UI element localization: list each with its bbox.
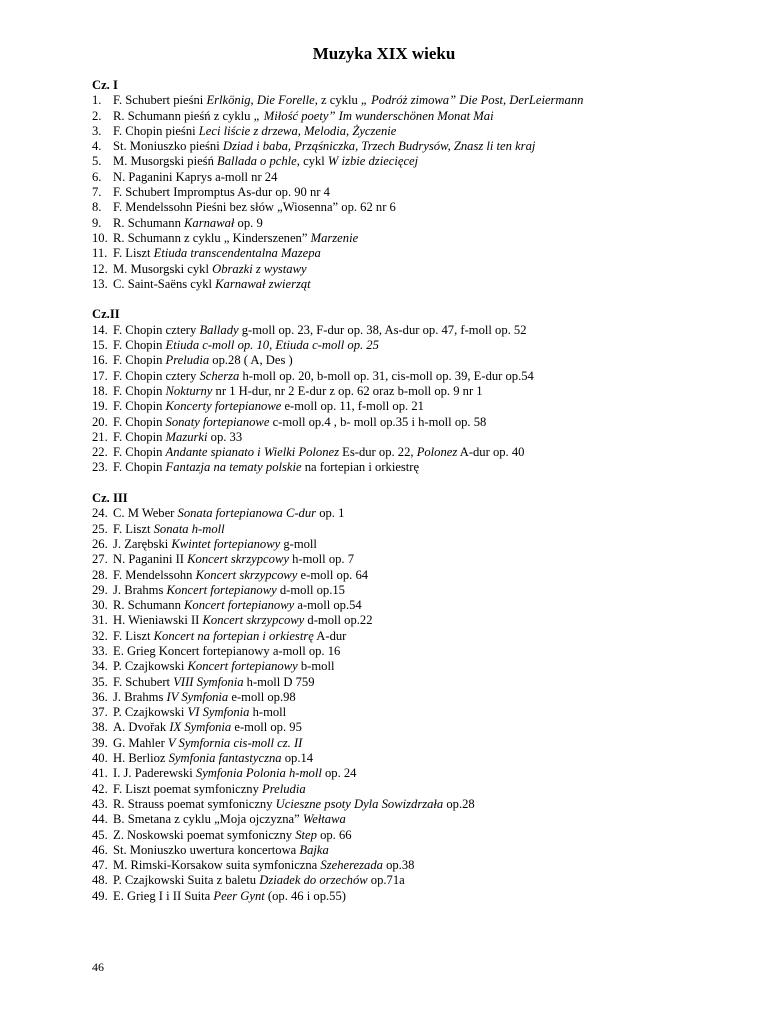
- item-number: 21.: [92, 429, 108, 444]
- list-item: [92, 369, 752, 384]
- work-title: Kwintet fortepianowy: [171, 536, 281, 551]
- item-text: P. Czajkowski Suita z baletu: [113, 873, 260, 888]
- item-text: F. Chopin: [113, 460, 166, 475]
- item-text: F. Chopin cztery: [113, 322, 200, 337]
- item-text: F. Chopin: [113, 338, 166, 353]
- work-title: Koncert skrzypcowy: [202, 613, 305, 628]
- item-text: F. Chopin: [113, 399, 166, 414]
- item-number: 41.: [92, 766, 108, 781]
- item-text: Z. Noskowski poemat symfoniczny: [113, 827, 296, 842]
- item-number: 16.: [92, 353, 108, 368]
- item-text: g-moll op. 23, F-dur op. 38, As-dur op. 47, f-moll op. 52: [238, 322, 527, 337]
- item-number: 33.: [92, 643, 108, 658]
- item-number: 20.: [92, 414, 108, 429]
- section-header: Cz. III: [92, 491, 128, 506]
- item-text: St. Moniuszko uwertura koncertowa: [113, 842, 300, 857]
- work-title: Bajka: [299, 842, 329, 857]
- item-number: 7.: [92, 185, 102, 200]
- list-item: [92, 522, 752, 537]
- item-text: A. Dvořak: [113, 720, 170, 735]
- work-title: Sonaty fortepianowe: [165, 414, 270, 429]
- work-title: Preludia: [165, 353, 210, 368]
- item-text: na fortepian i orkiestrę: [301, 460, 420, 475]
- item-number: 11.: [92, 246, 108, 261]
- item-text: F. Mendelssohn Pieśni bez słów „Wiosenna” op. 62 nr 6: [113, 200, 396, 215]
- item-text: St. Moniuszko pieśni: [113, 139, 223, 154]
- section-gap: [92, 476, 752, 491]
- item-number: 48.: [92, 873, 108, 888]
- item-number: 42.: [92, 781, 108, 796]
- work-title: „ Miłość poety” Im wunderschönen Monat Mai: [253, 108, 494, 123]
- work-title: Symfonia fantastyczna: [168, 751, 282, 766]
- item-number: 2.: [92, 108, 102, 123]
- work-title: Dziad i baba, Prząśniczka, Trzech Budrysów, Znasz li ten kraj: [222, 139, 536, 154]
- item-number: 1.: [92, 93, 102, 108]
- item-number: 39.: [92, 735, 108, 750]
- list-item: [92, 720, 752, 735]
- item-number: 37.: [92, 705, 108, 720]
- item-text: J. Brahms: [113, 582, 167, 597]
- item-text: F. Liszt poemat symfoniczny: [113, 781, 263, 796]
- item-number: 15.: [92, 338, 108, 353]
- item-number: 9.: [92, 215, 102, 230]
- item-text: F. Schubert pieśni: [113, 93, 207, 108]
- item-text: e-moll op. 95: [231, 720, 302, 735]
- work-title: Step: [295, 827, 317, 842]
- item-text: e-moll op.98: [228, 689, 296, 704]
- item-text: E. Grieg I i II Suita: [113, 888, 214, 903]
- item-text: c-moll op.4 , b- moll op.35 i h-moll op. 58: [269, 414, 487, 429]
- item-text: e-moll op. 11, f-moll op. 21: [281, 399, 424, 414]
- work-title: Mazurki: [165, 429, 208, 444]
- item-text: H. Wieniawski II: [113, 613, 203, 628]
- section-header: Cz.II: [92, 307, 120, 322]
- item-text: B. Smetana z cyklu „Moja ojczyzna”: [113, 812, 303, 827]
- list-item: [92, 675, 752, 690]
- list-item: [92, 766, 752, 781]
- item-number: 17.: [92, 368, 108, 383]
- item-text: d-moll op.22: [304, 613, 373, 628]
- list-item: [92, 828, 752, 843]
- item-number: 38.: [92, 720, 108, 735]
- list-item: [92, 460, 752, 475]
- work-title: V Symfornia cis-moll cz. II: [167, 735, 303, 750]
- item-text: g-moll: [280, 536, 317, 551]
- list-item: [92, 109, 752, 124]
- list-item: [92, 568, 752, 583]
- work-title: VIII Symfonia: [173, 674, 244, 689]
- item-text: F. Chopin: [113, 445, 166, 460]
- list-item: [92, 231, 752, 246]
- item-text: op. 9: [234, 215, 263, 230]
- item-text: F. Chopin: [113, 383, 166, 398]
- item-text: G. Mahler: [113, 735, 168, 750]
- list-item: [92, 185, 752, 200]
- list-item: [92, 858, 752, 873]
- work-title: Andante spianato i Wielki Polonez: [165, 445, 340, 460]
- list-item: [92, 506, 752, 521]
- item-number: 26.: [92, 536, 108, 551]
- item-number: 23.: [92, 460, 108, 475]
- work-title: Ballady: [199, 322, 239, 337]
- item-number: 34.: [92, 659, 108, 674]
- item-number: 12.: [92, 261, 108, 276]
- list-item: [92, 782, 752, 797]
- item-text: op. 24: [321, 766, 357, 781]
- list-item: [92, 323, 752, 338]
- work-title: Etiuda transcendentalna Mazepa: [153, 246, 321, 261]
- work-title: Koncert skrzypcowy: [195, 567, 298, 582]
- item-number: 30.: [92, 598, 108, 613]
- item-text: F. Chopin cztery: [113, 368, 200, 383]
- item-text: R. Strauss poemat symfoniczny: [113, 796, 276, 811]
- item-number: 35.: [92, 674, 108, 689]
- item-text: cykl: [299, 154, 328, 169]
- item-number: 28.: [92, 567, 108, 582]
- list-item: [92, 583, 752, 598]
- item-number: 25.: [92, 521, 108, 536]
- list-item: [92, 552, 752, 567]
- item-text: op. 66: [316, 827, 352, 842]
- work-title: Leci liście z drzewa, Melodia, Życzenie: [198, 123, 397, 138]
- list-item: [92, 200, 752, 215]
- item-text: R. Schumann: [113, 215, 185, 230]
- item-text: N. Paganini Kaprys a-moll nr 24: [113, 169, 278, 184]
- item-text: A-dur op. 40: [457, 445, 525, 460]
- list-item: [92, 843, 752, 858]
- list-item: [92, 399, 752, 414]
- list-item: [92, 262, 752, 277]
- work-title: Ballada o pchle,: [217, 154, 300, 169]
- item-number: 8.: [92, 200, 102, 215]
- item-text: J. Zarębski: [113, 536, 172, 551]
- section-header: Cz. I: [92, 78, 118, 92]
- work-title: W izbie dziecięcej: [327, 154, 419, 169]
- item-text: h-moll op. 20, b-moll op. 31, cis-moll op. 39, E-dur op.54: [239, 368, 534, 383]
- work-title: Koncert fortepianowy: [184, 598, 295, 613]
- work-title: Ucieszne psoty Dyla Sowizdrzała: [275, 796, 444, 811]
- work-title: Koncert fortepianowy: [166, 582, 277, 597]
- list-item: [92, 216, 752, 231]
- list-item: [92, 797, 752, 812]
- work-title: IV Symfonia: [166, 689, 229, 704]
- item-text: N. Paganini II: [113, 552, 188, 567]
- item-number: 18.: [92, 383, 108, 398]
- item-text: E. Grieg Koncert fortepianowy a-moll op. 16: [113, 643, 341, 658]
- item-number: 19.: [92, 399, 108, 414]
- item-text: C. Saint-Saëns cykl: [113, 276, 216, 291]
- item-text: M. Rimski-Korsakow suita symfoniczna: [113, 858, 321, 873]
- item-text: a-moll op.54: [294, 598, 362, 613]
- list-item: [92, 154, 752, 169]
- item-number: 43.: [92, 796, 108, 811]
- work-title: Marzenie: [310, 230, 359, 245]
- item-text: F. Liszt: [113, 521, 154, 536]
- work-title: Erlkönig, Die Forelle,: [206, 93, 318, 108]
- item-text: F. Liszt: [113, 628, 154, 643]
- list-item: [92, 170, 752, 185]
- item-text: op.71a: [367, 873, 405, 888]
- item-text: h-moll: [249, 705, 287, 720]
- work-title: Obrazki z wystawy: [212, 261, 307, 276]
- item-number: 3.: [92, 123, 102, 138]
- item-text: h-moll op. 7: [288, 552, 355, 567]
- item-number: 46.: [92, 842, 108, 857]
- list-item: [92, 705, 752, 720]
- list-item: [92, 736, 752, 751]
- work-title: Koncerty fortepianowe: [165, 399, 282, 414]
- item-text: nr 1 H-dur, nr 2 E-dur z op. 62 oraz b-moll op. 9 nr 1: [212, 383, 483, 398]
- item-text: F. Schubert Impromptus As-dur op. 90 nr 4: [113, 185, 330, 200]
- item-number: 22.: [92, 445, 108, 460]
- page-title: Muzyka XIX wieku: [312, 44, 456, 63]
- list-item: [92, 384, 752, 399]
- work-title: Etiuda c-moll op. 10, Etiuda c-moll op. 25: [165, 338, 379, 353]
- item-text: b-moll: [297, 659, 335, 674]
- work-title: VI Symfonia: [187, 705, 250, 720]
- work-title: Karnawał: [184, 215, 235, 230]
- item-text: I. J. Paderewski: [113, 766, 196, 781]
- item-text: op.28: [443, 796, 475, 811]
- item-number: 29.: [92, 582, 108, 597]
- item-text: H. Berlioz: [113, 751, 169, 766]
- list-item: [92, 598, 752, 613]
- item-text: op.38: [382, 858, 415, 873]
- list-item: [92, 338, 752, 353]
- list-item: [92, 93, 752, 108]
- work-title: Karnawał zwierząt: [215, 276, 311, 291]
- item-text: R. Schumann z cyklu „ Kinderszenen”: [113, 230, 311, 245]
- item-number: 6.: [92, 169, 102, 184]
- item-number: 40.: [92, 751, 108, 766]
- work-title: Symfonia Polonia h-moll: [195, 766, 322, 781]
- item-text: F. Chopin: [113, 353, 166, 368]
- item-number: 10.: [92, 230, 108, 245]
- list-item: [92, 873, 752, 888]
- work-title: Polonez: [416, 445, 458, 460]
- item-text: F. Chopin pieśni: [113, 123, 199, 138]
- item-text: M. Musorgski cykl: [113, 261, 213, 276]
- item-text: C. M Weber: [113, 506, 178, 521]
- list-item: [92, 537, 752, 552]
- section-gap: [92, 292, 752, 307]
- item-number: 5.: [92, 154, 102, 169]
- list-item: [92, 246, 752, 261]
- work-title: IX Symfonia: [169, 720, 232, 735]
- item-number: 32.: [92, 628, 108, 643]
- work-title: Preludia: [262, 781, 306, 796]
- list-item: [92, 644, 752, 659]
- item-number: 49.: [92, 888, 108, 903]
- list-item: [92, 415, 752, 430]
- item-text: F. Mendelssohn: [113, 567, 196, 582]
- item-text: F. Chopin: [113, 429, 166, 444]
- work-title: Peer Gynt: [213, 888, 265, 903]
- item-number: 14.: [92, 322, 108, 337]
- item-text: R. Schumann: [113, 598, 185, 613]
- work-title: Szeherezada: [320, 858, 383, 873]
- work-title: Fantazja na tematy polskie: [165, 460, 302, 475]
- work-title: Wełtawa: [302, 812, 346, 827]
- list-item: [92, 889, 752, 904]
- page-number: 46: [92, 960, 104, 974]
- item-text: P. Czajkowski: [113, 705, 188, 720]
- item-text: M. Musorgski pieśń: [113, 154, 218, 169]
- item-number: 24.: [92, 506, 108, 521]
- item-text: z cyklu: [317, 93, 361, 108]
- item-text: P. Czajkowski: [113, 659, 188, 674]
- item-text: J. Brahms: [113, 689, 167, 704]
- work-title: Koncert na fortepian i orkiestrę: [153, 628, 314, 643]
- work-title: „ Podróż zimowa” Die Post, DerLeiermann: [360, 93, 584, 108]
- work-title: Scherza: [199, 368, 240, 383]
- document-body: [92, 78, 752, 904]
- work-title: Dziadek do orzechów: [259, 873, 368, 888]
- item-number: 44.: [92, 812, 108, 827]
- list-item: [92, 690, 752, 705]
- work-title: Koncert fortepianowy: [187, 659, 298, 674]
- work-title: Sonata h-moll: [153, 521, 225, 536]
- item-number: 13.: [92, 276, 108, 291]
- list-item: [92, 629, 752, 644]
- list-item: [92, 277, 752, 292]
- item-text: Es-dur op. 22,: [339, 445, 417, 460]
- item-text: op. 1: [316, 506, 345, 521]
- item-number: 45.: [92, 827, 108, 842]
- item-text: op.14: [281, 751, 314, 766]
- item-number: 31.: [92, 613, 108, 628]
- item-text: d-moll op.15: [276, 582, 345, 597]
- list-item: [92, 430, 752, 445]
- item-text: op. 33: [207, 429, 243, 444]
- item-text: (op. 46 i op.55): [264, 888, 346, 903]
- item-text: e-moll op. 64: [297, 567, 369, 582]
- item-number: 47.: [92, 858, 108, 873]
- work-title: Koncert skrzypcowy: [187, 552, 289, 567]
- list-item: [92, 812, 752, 827]
- work-title: Nokturny: [165, 383, 213, 398]
- list-item: [92, 353, 752, 368]
- item-text: R. Schumann pieśń z cyklu: [113, 108, 254, 123]
- item-text: F. Chopin: [113, 414, 166, 429]
- item-number: 27.: [92, 552, 108, 567]
- list-item: [92, 613, 752, 628]
- item-text: F. Schubert: [113, 674, 174, 689]
- item-text: op.28 ( A, Des ): [209, 353, 293, 368]
- item-text: h-moll D 759: [243, 674, 315, 689]
- item-text: A-dur: [313, 628, 347, 643]
- list-item: [92, 751, 752, 766]
- item-text: F. Liszt: [113, 246, 154, 261]
- work-title: Sonata fortepianowa C-dur: [177, 506, 317, 521]
- item-number: 36.: [92, 689, 108, 704]
- list-item: [92, 124, 752, 139]
- list-item: [92, 659, 752, 674]
- list-item: [92, 445, 752, 460]
- list-item: [92, 139, 752, 154]
- item-number: 4.: [92, 139, 102, 154]
